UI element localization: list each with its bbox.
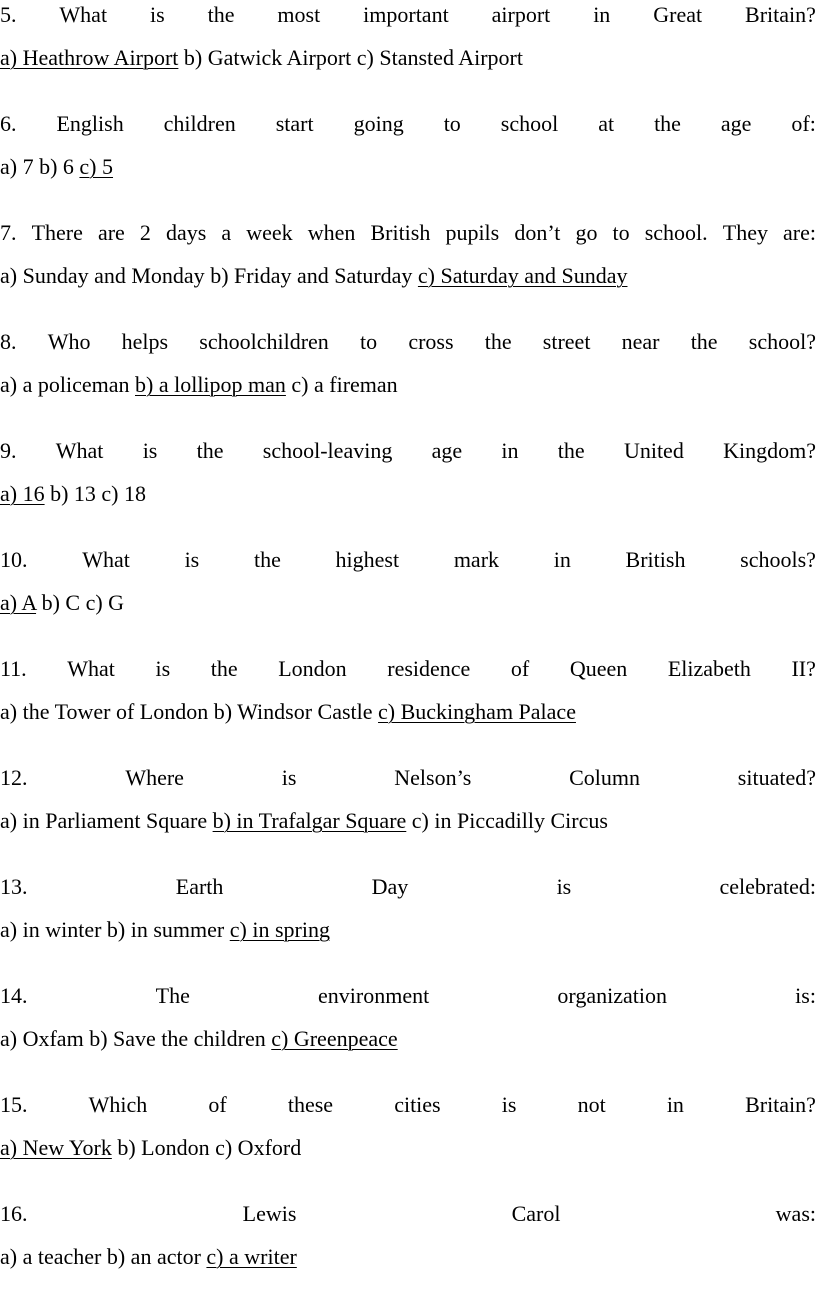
question-block [0,654,816,727]
answer-option: a) the Tower of London [0,699,209,724]
question-number: 8. [0,329,17,354]
answer-options [0,806,816,836]
question-word: Queen [569,656,628,681]
question-number: 12. [0,765,28,790]
question-word: the [484,329,512,354]
question-text [0,545,816,575]
question-word: They [722,220,768,245]
question-word: Britain? [745,1092,816,1117]
question-text [0,109,816,139]
question-text [0,763,816,793]
correct-answer-option: b) a lollipop man [135,372,286,397]
question-block [0,109,816,182]
question-word: environment [318,983,430,1008]
question-word: school? [748,329,816,354]
question-word: helps [121,329,169,354]
answer-options [0,1242,816,1272]
question-text [0,1199,816,1229]
question-word: is [184,547,200,572]
question-text [0,872,816,902]
question-text [0,981,816,1011]
question-block [0,0,816,73]
question-number: 11. [0,656,27,681]
question-word: Kingdom? [723,438,816,463]
question-word: week [246,220,293,245]
correct-answer-option: c) 5 [79,154,114,179]
correct-answer-option: a) New York [0,1135,112,1160]
question-word: highest [335,547,400,572]
question-number: 14. [0,983,28,1008]
question-word: Which [88,1092,148,1117]
question-word: airport [491,2,551,27]
answer-option: c) Oxford [215,1135,302,1160]
correct-answer-option: c) Greenpeace [271,1026,398,1051]
question-word: the [690,329,718,354]
question-word: is [556,874,572,899]
question-number: 6. [0,111,17,136]
answer-option: b) Gatwick Airport [183,45,352,70]
question-word: was: [775,1201,816,1226]
question-word: British [370,220,431,245]
question-word: What [59,2,108,27]
question-word: 2 [139,220,151,245]
question-word: don’t [514,220,561,245]
question-word: in [666,1092,684,1117]
question-word: the [557,438,585,463]
question-block [0,545,816,618]
question-word: school. [644,220,708,245]
answer-option: a) a policeman [0,372,130,397]
answer-option: c) Stansted Airport [356,45,523,70]
question-word: organization [557,983,667,1008]
question-word: of: [791,111,816,136]
question-word: days [165,220,207,245]
question-word: in [553,547,571,572]
answer-option: b) an actor [106,1244,201,1269]
question-word: Who [47,329,91,354]
question-text [0,0,816,30]
question-word: is [281,765,297,790]
correct-answer-option: c) Buckingham Palace [378,699,576,724]
question-word: mark [453,547,500,572]
question-word: is [155,656,171,681]
question-word: at [598,111,615,136]
question-word: going [353,111,404,136]
question-word: situated? [737,765,816,790]
question-word: cities [394,1092,441,1117]
question-word: There [31,220,83,245]
question-word: the [196,438,224,463]
question-word: What [67,656,115,681]
question-word: Elizabeth [667,656,751,681]
question-word: What [82,547,130,572]
question-word: are: [783,220,816,245]
question-word: schools? [740,547,816,572]
question-word: not [577,1092,606,1117]
correct-answer-option: a) Heathrow Airport [0,45,179,70]
answer-option: b) 13 [50,481,96,506]
answer-option: a) Oxfam [0,1026,84,1051]
question-block [0,218,816,291]
question-word: Britain? [745,2,816,27]
question-text [0,436,816,466]
question-word: age [431,438,463,463]
answer-option: b) in summer [106,917,225,942]
question-word: important [363,2,449,27]
question-word: to [612,220,630,245]
answer-options [0,43,816,73]
answer-option: b) Friday and Saturday [210,263,413,288]
question-word: Lewis [242,1201,297,1226]
question-block [0,436,816,509]
question-word: What [55,438,104,463]
question-word: children [163,111,236,136]
question-word: these [287,1092,334,1117]
question-word: school [500,111,559,136]
answer-options [0,1133,816,1163]
answer-option: a) in Parliament Square [0,808,208,833]
question-word: Earth [175,874,224,899]
question-word: the [210,656,238,681]
answer-options [0,152,816,182]
question-number: 13. [0,874,28,899]
question-text [0,327,816,357]
question-word: of [208,1092,227,1117]
question-text [0,1090,816,1120]
question-word: in [501,438,519,463]
question-number: 10. [0,547,28,572]
question-word: celebrated: [719,874,816,899]
question-block [0,327,816,400]
correct-answer-option: b) in Trafalgar Square [212,808,407,833]
question-number: 9. [0,438,17,463]
answer-options [0,370,816,400]
answer-options [0,915,816,945]
answer-option: c) G [85,590,125,615]
answer-option: b) London [117,1135,210,1160]
answer-option: b) C [41,590,81,615]
question-word: start [275,111,314,136]
question-word: the [207,2,235,27]
answer-option: c) in Piccadilly Circus [411,808,608,833]
question-word: Where [125,765,184,790]
answer-option: a) in winter [0,917,102,942]
question-block [0,1090,816,1163]
question-word: London [278,656,347,681]
answer-option: a) Sunday and Monday [0,263,205,288]
question-block [0,981,816,1054]
question-word: pupils [445,220,500,245]
answer-options [0,1024,816,1054]
question-word: is: [795,983,816,1008]
question-word: The [155,983,190,1008]
answer-option: b) 6 [39,154,74,179]
answer-option: b) Windsor Castle [213,699,373,724]
question-word: most [277,2,321,27]
question-number: 16. [0,1201,28,1226]
question-text [0,654,816,684]
question-number: 7. [0,220,17,245]
correct-answer-option: c) Saturday and Sunday [417,263,628,288]
question-block [0,1199,816,1272]
question-word: British [625,547,686,572]
question-number: 15. [0,1092,28,1117]
question-word: II? [791,656,816,681]
question-word: Great [653,2,703,27]
question-word: of [510,656,530,681]
question-text [0,218,816,248]
question-word: a [221,220,232,245]
question-word: Carol [511,1201,561,1226]
question-word: schoolchildren [199,329,329,354]
question-word: is [150,2,165,27]
question-word: English [56,111,124,136]
question-word: to [443,111,461,136]
question-number: 5. [0,2,17,27]
question-word: near [621,329,660,354]
question-word: are [97,220,125,245]
question-word: is [501,1092,517,1117]
question-word: residence [387,656,471,681]
answer-option: c) a fireman [291,372,398,397]
question-word: Column [569,765,640,790]
question-word: age [720,111,752,136]
question-word: school-leaving [262,438,393,463]
question-word: Day [371,874,409,899]
correct-answer-option: a) A [0,590,37,615]
answer-options [0,588,816,618]
question-word: go [575,220,598,245]
question-word: Nelson’s [394,765,472,790]
question-block [0,763,816,836]
correct-answer-option: c) a writer [206,1244,297,1269]
answer-option: a) a teacher [0,1244,102,1269]
question-word: to [360,329,378,354]
question-word: in [593,2,611,27]
answer-options [0,479,816,509]
question-word: the [654,111,681,136]
answer-option: c) 18 [101,481,147,506]
answer-options [0,697,816,727]
question-word: is [142,438,158,463]
question-word: the [253,547,281,572]
question-block [0,872,816,945]
answer-options [0,261,816,291]
correct-answer-option: a) 16 [0,481,45,506]
answer-option: a) 7 [0,154,34,179]
correct-answer-option: c) in spring [229,917,330,942]
question-word: street [542,329,591,354]
answer-option: b) Save the children [89,1026,266,1051]
question-word: United [623,438,684,463]
question-word: cross [408,329,454,354]
question-word: when [307,220,356,245]
